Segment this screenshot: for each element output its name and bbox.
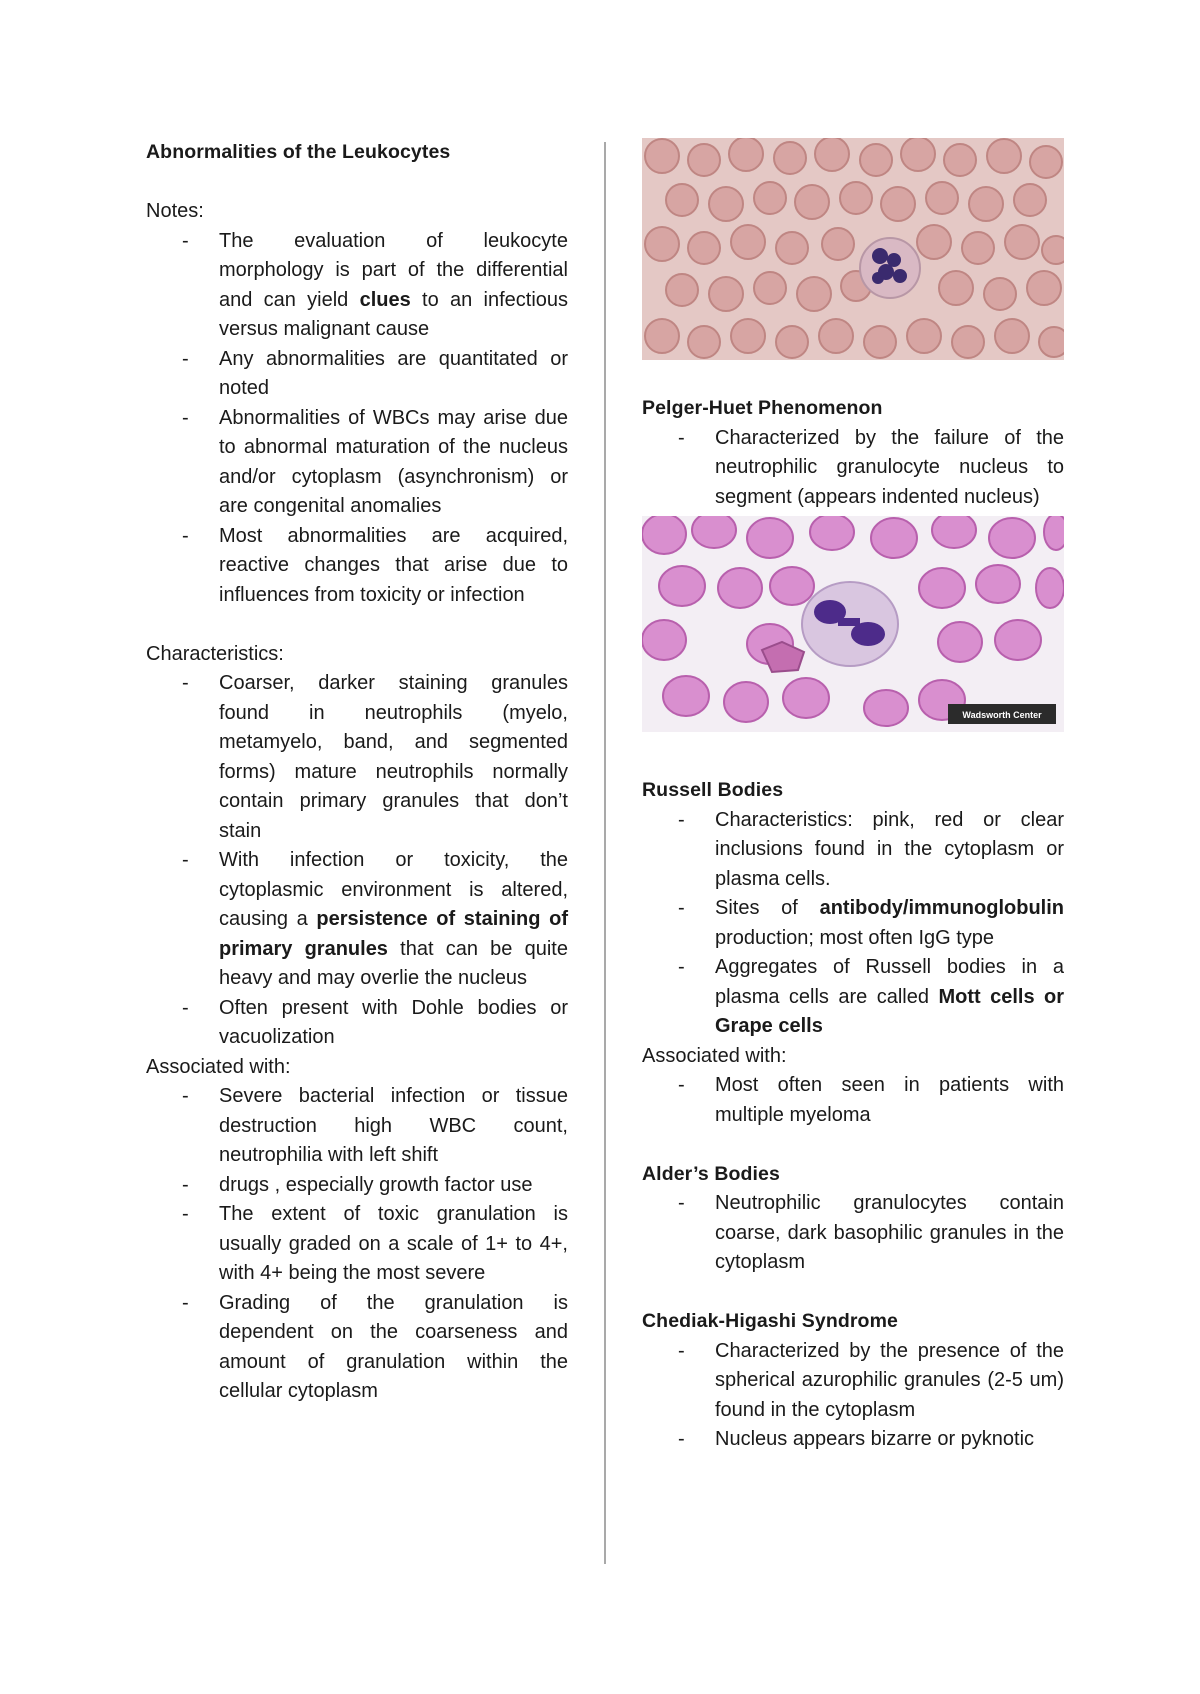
watermark-text: Wadsworth Center	[962, 710, 1042, 720]
list-item: - With infection or toxicity, the cytoplasmic environment is altered, causing a persistence of staining of primary granules that can be quite heavy and may overlie the nucleus	[146, 846, 568, 994]
russell-list	[642, 806, 1064, 1042]
chediak-title: Chediak-Higashi Syndrome	[642, 1310, 898, 1332]
list-item: - Characterized by the presence of the spherical azurophilic granules (2-5 um) found in the cytoplasm	[642, 1337, 1064, 1426]
list-item: - Often present with Dohle bodies or vacuolization	[146, 994, 568, 1053]
list-item: - Characteristics: pink, red or clear inclusions found in the cytoplasm or plasma cells.	[642, 806, 1064, 895]
russell-associated-list	[642, 1071, 1064, 1130]
chediak-list	[642, 1337, 1064, 1455]
list-item: - drugs , especially growth factor use	[146, 1171, 568, 1201]
notes-list	[146, 227, 568, 611]
associated-list	[146, 1082, 568, 1407]
list-item: - Coarser, darker staining granules found in neutrophils (myelo, metamyelo, band, and segmented forms) mature neutrophils normally contain primary granules that don’t stain	[146, 669, 568, 846]
notes-label: Notes:	[146, 200, 204, 222]
right-column	[642, 138, 1064, 1455]
list-item: - Most abnormalities are acquired, reactive changes that arise due to influences from toxicity or infection	[146, 522, 568, 611]
russell-title: Russell Bodies	[642, 779, 784, 801]
associated-label: Associated with:	[146, 1055, 291, 1078]
list-item: - Severe bacterial infection or tissue destruction high WBC count, neutrophilia with left shift	[146, 1082, 568, 1171]
list-item: - Grading of the granulation is dependent on the coarseness and amount of granulation within the cellular cytoplasm	[146, 1289, 568, 1407]
list-item: - Aggregates of Russell bodies in a plasma cells are called Mott cells or Grape cells	[642, 953, 1064, 1042]
characteristics-list	[146, 669, 568, 1053]
toxic-granulation-micrograph	[642, 138, 1064, 360]
pelger-huet-micrograph	[642, 516, 1064, 732]
pelger-title: Pelger-Huet Phenomenon	[642, 397, 883, 419]
page-title: Abnormalities of the Leukocytes	[146, 141, 451, 163]
list-item: - The evaluation of leukocyte morphology is part of the differential and can yield clues to an infectious versus malignant cause	[146, 227, 568, 345]
list-item: - The extent of toxic granulation is usually graded on a scale of 1+ to 4+, with 4+ being the most severe	[146, 1200, 568, 1289]
alder-list	[642, 1189, 1064, 1278]
list-item: - Neutrophilic granulocytes contain coarse, dark basophilic granules in the cytoplasm	[642, 1189, 1064, 1278]
column-divider	[604, 142, 606, 1564]
list-item: - Abnormalities of WBCs may arise due to abnormal maturation of the nucleus and/or cytoplasm (asynchronism) or are congenital anomalies	[146, 404, 568, 522]
left-column	[146, 138, 568, 1407]
characteristics-label: Characteristics:	[146, 642, 284, 665]
alder-title: Alder’s Bodies	[642, 1162, 780, 1185]
list-item: - Sites of antibody/immunoglobulin production; most often IgG type	[642, 894, 1064, 953]
list-item: - Any abnormalities are quantitated or noted	[146, 345, 568, 404]
pelger-list	[642, 424, 1064, 513]
russell-associated-label: Associated with:	[642, 1044, 787, 1067]
list-item: - Characterized by the failure of the neutrophilic granulocyte nucleus to segment (appears indented nucleus)	[642, 424, 1064, 513]
list-item: - Nucleus appears bizarre or pyknotic	[642, 1425, 1064, 1455]
list-item: - Most often seen in patients with multiple myeloma	[642, 1071, 1064, 1130]
